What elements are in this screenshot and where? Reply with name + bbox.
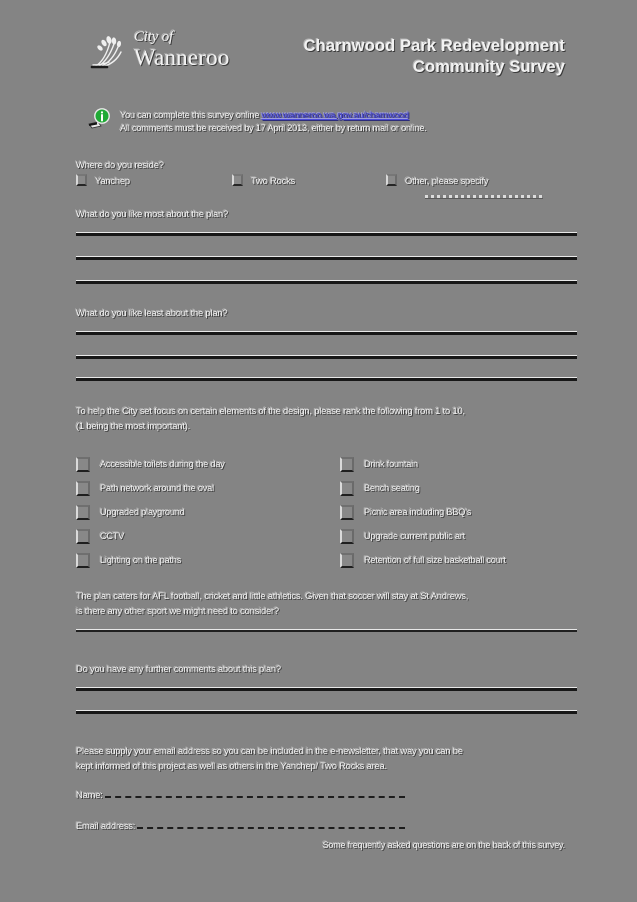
ranking-item[interactable] xyxy=(76,548,225,572)
like-least-answer-line-1[interactable] xyxy=(76,331,577,335)
residence-question xyxy=(76,157,577,172)
residence-option-label: Two Rocks xyxy=(251,174,296,186)
ranking-instruction-line-1: To help the City set focus on certain elements of the design, please rank the following from 1 to 10, xyxy=(76,405,465,416)
logo-line-wanneroo: Wanneroo xyxy=(134,45,230,70)
rank-input-lighting-paths[interactable] xyxy=(76,553,90,568)
ranking-item-label: Picnic area including BBQ's xyxy=(364,507,472,517)
ranking-item[interactable] xyxy=(340,476,506,500)
ranking-item[interactable] xyxy=(340,452,506,476)
like-most-question-label: What do you like most about the plan? xyxy=(76,208,229,219)
rank-input-drink-fountain[interactable] xyxy=(340,457,354,472)
checkbox-yanchep[interactable] xyxy=(76,174,87,186)
contact-intro-line-2: kept informed of this project as well as others in the Yanchep/ Two Rocks area. xyxy=(76,760,387,771)
further-comments-answer-line-1[interactable] xyxy=(76,687,577,691)
ranking-item[interactable] xyxy=(76,500,225,524)
residence-option-label: Other, please specify xyxy=(405,174,489,186)
notice-text xyxy=(120,109,577,135)
contact-intro xyxy=(76,743,577,773)
email-input[interactable] xyxy=(137,818,405,829)
name-field-label: Name: xyxy=(76,789,103,800)
ranking-item-label: Upgraded playground xyxy=(100,507,185,517)
like-least-answer-line-2[interactable] xyxy=(76,355,577,359)
ranking-instruction xyxy=(76,403,577,433)
residence-options xyxy=(76,174,577,192)
city-of-wanneroo-logo xyxy=(90,30,230,82)
ranking-item[interactable] xyxy=(76,476,225,500)
logo-wordmark xyxy=(134,30,230,69)
checkbox-other[interactable] xyxy=(386,174,397,186)
ranking-item-label: Upgrade current public art xyxy=(364,531,466,541)
like-most-answer-line-2[interactable] xyxy=(76,256,577,260)
residence-question-label: Where do you reside? xyxy=(76,159,164,170)
further-comments-question xyxy=(76,661,577,676)
like-least-question-label: What do you like least about the plan? xyxy=(76,307,228,318)
further-comments-question-label: Do you have any further comments about this plan? xyxy=(76,663,281,674)
checkbox-two-rocks[interactable] xyxy=(232,174,243,186)
ranking-item[interactable] xyxy=(340,524,506,548)
name-input[interactable] xyxy=(105,787,405,798)
ranking-column-left xyxy=(76,452,225,572)
kangaroo-paw-emblem-icon xyxy=(90,32,132,74)
ranking-instruction-line-2: (1 being the most important). xyxy=(76,420,191,431)
survey-url-link[interactable]: www.wanneroo.wa.gov.au/charnwood xyxy=(261,110,409,120)
like-most-answer-line-3[interactable] xyxy=(76,280,577,284)
rank-input-public-art[interactable] xyxy=(340,529,354,544)
page-header xyxy=(0,26,637,98)
name-field-row[interactable] xyxy=(76,789,405,800)
further-comments-answer-line-2[interactable] xyxy=(76,710,577,714)
rank-input-upgraded-playground[interactable] xyxy=(76,505,90,520)
residence-option-two-rocks[interactable] xyxy=(232,174,295,186)
other-sport-answer-line-1[interactable] xyxy=(76,629,577,632)
ranking-column-right xyxy=(340,452,506,572)
logo-line-city: City of xyxy=(134,29,174,45)
like-least-question xyxy=(76,305,577,320)
other-sport-question xyxy=(76,588,577,618)
like-least-answer-line-3[interactable] xyxy=(76,377,577,381)
page-title-line-2: Community Survey xyxy=(413,58,565,76)
notice-line-1 xyxy=(120,109,577,122)
rank-input-picnic-area[interactable] xyxy=(340,505,354,520)
other-sport-question-line-2: is there any other sport we might need to consider? xyxy=(76,605,279,616)
notice-prefix: You can complete this survey online xyxy=(120,110,262,120)
contact-intro-line-1: Please supply your email address so you can be included in the e-newsletter, that way you can be xyxy=(76,745,463,756)
ranking-grid xyxy=(76,452,577,574)
ranking-item-label: CCTV xyxy=(100,531,125,541)
residence-option-yanchep[interactable] xyxy=(76,174,130,186)
rank-input-bench-seating[interactable] xyxy=(340,481,354,496)
page-title xyxy=(304,36,565,78)
ranking-item-label: Lighting on the paths xyxy=(100,555,182,565)
info-icon xyxy=(88,108,114,130)
page-title-line-1: Charnwood Park Redevelopment xyxy=(303,37,565,55)
ranking-item-label: Path network around the oval xyxy=(100,483,214,493)
ranking-item[interactable] xyxy=(340,548,506,572)
email-field-label: Email address: xyxy=(76,820,136,831)
like-most-answer-line-1[interactable] xyxy=(76,232,577,236)
residence-option-label: Yanchep xyxy=(95,174,130,186)
ranking-item-label: Retention of full size basketball court xyxy=(364,555,506,565)
notice-line-2: All comments must be received by 17 April 2013, either by return mail or online. xyxy=(120,123,427,133)
rank-input-path-network[interactable] xyxy=(76,481,90,496)
other-sport-question-line-1: The plan caters for AFL football, cricket and little athletics. Given that soccer will stay at St Andrews, xyxy=(76,590,469,601)
rank-input-accessible-toilets[interactable] xyxy=(76,457,90,472)
like-most-question xyxy=(76,206,577,221)
ranking-item-label: Accessible toilets during the day xyxy=(100,459,225,469)
online-notice xyxy=(88,108,577,138)
other-specify-input[interactable] xyxy=(425,195,543,199)
ranking-item-label: Bench seating xyxy=(364,483,420,493)
footnote: Some frequently asked questions are on the back of this survey. xyxy=(322,840,565,850)
email-field-row[interactable] xyxy=(76,820,405,831)
ranking-item-label: Drink fountain xyxy=(364,459,418,469)
rank-input-basketball-court[interactable] xyxy=(340,553,354,568)
residence-option-other[interactable] xyxy=(386,174,488,186)
ranking-item[interactable] xyxy=(76,524,225,548)
ranking-item[interactable] xyxy=(340,500,506,524)
rank-input-cctv[interactable] xyxy=(76,529,90,544)
ranking-item[interactable] xyxy=(76,452,225,476)
